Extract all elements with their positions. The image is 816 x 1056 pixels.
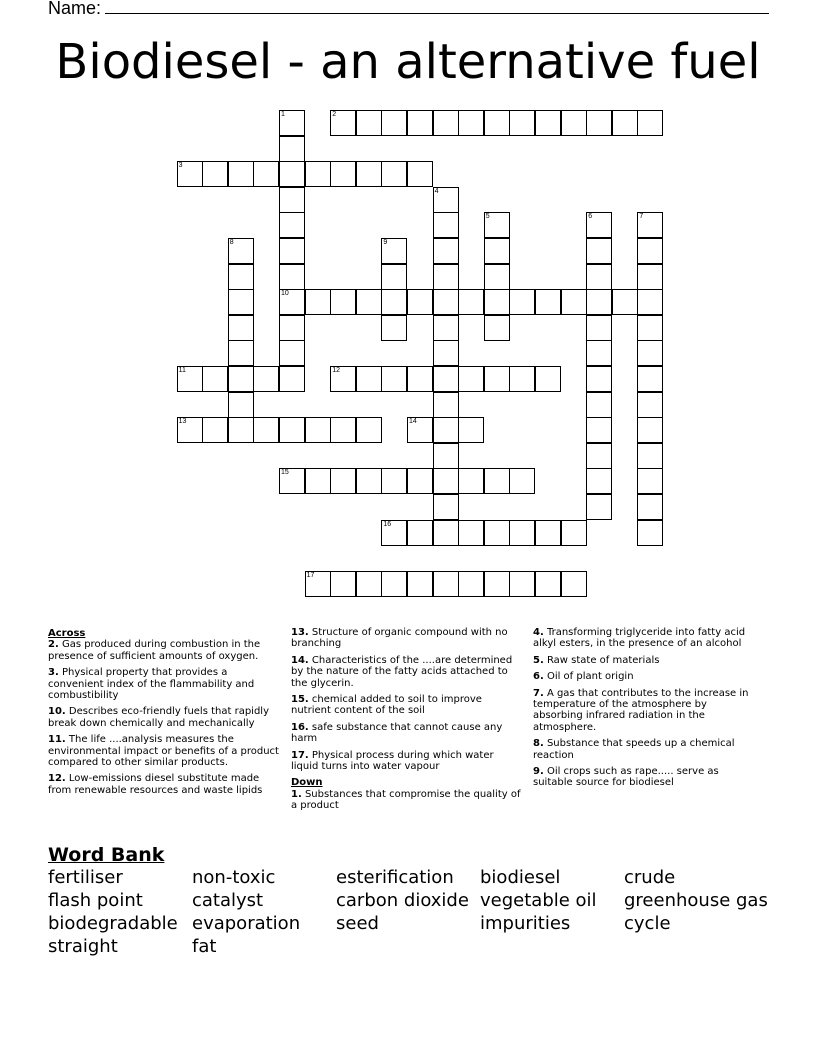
word-bank-item: impurities: [480, 913, 571, 934]
clue-number: 11: [178, 367, 186, 374]
clue-across-16: 16. safe substance that cannot cause any harm: [291, 721, 503, 745]
grid-cell[interactable]: [637, 392, 663, 418]
grid-cell[interactable]: [381, 264, 407, 290]
grid-cell[interactable]: [177, 366, 203, 392]
grid-cell[interactable]: [279, 238, 305, 264]
grid-cell[interactable]: [637, 366, 663, 392]
grid-cell[interactable]: [484, 315, 510, 341]
grid-cell[interactable]: [279, 110, 305, 136]
grid-cell[interactable]: [407, 571, 433, 597]
grid-cell[interactable]: [356, 161, 382, 187]
grid-cell[interactable]: [202, 417, 228, 443]
clues-column-3: [533, 627, 751, 794]
grid-cell[interactable]: [586, 494, 612, 520]
grid-cell[interactable]: [637, 417, 663, 443]
grid-cell[interactable]: [586, 468, 612, 494]
clue-number: 2: [332, 111, 337, 118]
clue-across-17: 17. Physical process during which water liquid turns into water vapour: [291, 749, 494, 773]
grid-cell[interactable]: [433, 494, 459, 520]
clue-down-1: 1. Substances that compromise the quality of a product: [291, 788, 521, 812]
grid-cell[interactable]: [509, 110, 535, 136]
grid-cell[interactable]: [458, 468, 484, 494]
word-bank-item: carbon dioxide: [336, 890, 469, 911]
grid-cell[interactable]: [458, 366, 484, 392]
grid-cell[interactable]: [484, 238, 510, 264]
grid-cell[interactable]: [637, 520, 663, 546]
clue-number: 5: [485, 213, 490, 221]
grid-cell[interactable]: [433, 340, 459, 366]
grid-cell[interactable]: [228, 392, 254, 418]
grid-cell[interactable]: [612, 289, 638, 315]
grid-cell[interactable]: [305, 161, 331, 187]
grid-cell[interactable]: [407, 468, 433, 494]
clue-number: 1: [281, 111, 285, 118]
grid-cell[interactable]: [458, 110, 484, 136]
grid-cell[interactable]: [484, 571, 510, 597]
grid-cell[interactable]: [381, 520, 407, 546]
grid-cell[interactable]: [433, 315, 459, 341]
word-bank-item: evaporation: [192, 913, 301, 934]
grid-cell[interactable]: [561, 571, 587, 597]
grid-cell[interactable]: [279, 136, 305, 162]
clue-number: 14: [409, 418, 417, 426]
grid-cell[interactable]: [279, 468, 305, 494]
clue-number: 3: [178, 162, 183, 170]
clue-down-8: 8. Substance that speeds up a chemical reaction: [533, 738, 735, 761]
grid-cell[interactable]: [202, 161, 228, 187]
grid-cell[interactable]: [509, 520, 535, 546]
grid-cell[interactable]: [433, 571, 459, 597]
grid-cell[interactable]: [535, 520, 561, 546]
clue-number: 8: [229, 239, 234, 246]
grid-cell[interactable]: [253, 366, 279, 392]
clues-column-1: [48, 627, 280, 801]
grid-cell[interactable]: [381, 315, 407, 341]
grid-cell[interactable]: [433, 187, 459, 213]
clue-number: 6: [588, 213, 593, 221]
grid-cell[interactable]: [535, 571, 561, 597]
grid-cell[interactable]: [433, 110, 459, 136]
grid-cell[interactable]: [433, 468, 459, 494]
grid-cell[interactable]: [305, 289, 331, 315]
grid-cell[interactable]: [637, 494, 663, 520]
clue-number: 16: [383, 520, 392, 528]
clue-number: 9: [383, 239, 388, 246]
grid-cell[interactable]: [433, 366, 459, 392]
grid-cell[interactable]: [637, 443, 663, 469]
grid-cell[interactable]: [202, 366, 228, 392]
grid-cell[interactable]: [433, 212, 459, 238]
clue-across-3: 3. Physical property that provides a convenient index of the flammability and combustibility: [48, 667, 255, 702]
clue-number: 7: [639, 213, 644, 221]
grid-cell[interactable]: [330, 161, 356, 187]
grid-cell[interactable]: [637, 110, 663, 136]
page-title: Biodiesel - an alternative fuel: [55, 34, 761, 90]
grid-cell[interactable]: [637, 289, 663, 315]
grid-cell[interactable]: [484, 110, 510, 136]
grid-cell[interactable]: [279, 315, 305, 341]
grid-cell[interactable]: [330, 571, 356, 597]
grid-cell[interactable]: [356, 571, 382, 597]
grid-cell[interactable]: [535, 110, 561, 136]
grid-cell[interactable]: [356, 110, 382, 136]
clue-across-14: 14. Characteristics of the ....are determined by the nature of the fatty acids attached to the glycerin.: [291, 654, 513, 689]
grid-cell[interactable]: [305, 468, 331, 494]
grid-cell[interactable]: [433, 417, 459, 443]
grid-cell[interactable]: [535, 289, 561, 315]
grid-cell[interactable]: [228, 289, 254, 315]
grid-cell[interactable]: [586, 238, 612, 264]
grid-cell[interactable]: [381, 366, 407, 392]
grid-cell[interactable]: [279, 161, 305, 187]
word-bank-item: flash point: [48, 890, 143, 911]
grid-cell[interactable]: [305, 571, 331, 597]
grid-cell[interactable]: [228, 366, 254, 392]
grid-cell[interactable]: [228, 315, 254, 341]
grid-cell[interactable]: [356, 417, 382, 443]
clue-across-10: 10. Describes eco-friendly fuels that rapidly break down chemically and mechanically: [48, 706, 269, 729]
grid-cell[interactable]: [433, 289, 459, 315]
clue-number: 10: [281, 290, 289, 298]
clue-number: 15: [281, 469, 289, 477]
word-bank-item: seed: [336, 913, 379, 934]
grid-cell[interactable]: [458, 571, 484, 597]
grid-cell[interactable]: [586, 443, 612, 469]
grid-cell[interactable]: [458, 417, 484, 443]
grid-cell[interactable]: [381, 238, 407, 264]
word-bank-item: non-toxic: [192, 867, 276, 888]
grid-cell[interactable]: [535, 366, 561, 392]
grid-cell[interactable]: [228, 161, 254, 187]
grid-cell[interactable]: [637, 264, 663, 290]
clue-down-7: 7. A gas that contributes to the increase in temperature of the atmosphere by absorbing infrared radiation in the atmosphere.: [533, 687, 749, 733]
grid-cell[interactable]: [279, 264, 305, 290]
grid-cell[interactable]: [586, 366, 612, 392]
word-bank-item: fertiliser: [48, 867, 123, 888]
grid-cell[interactable]: [407, 366, 433, 392]
grid-cell[interactable]: [561, 110, 587, 136]
grid-cell[interactable]: [330, 468, 356, 494]
grid-cell[interactable]: [177, 161, 203, 187]
grid-cell[interactable]: [407, 289, 433, 315]
grid-cell[interactable]: [381, 468, 407, 494]
name-label: Name:: [48, 0, 102, 18]
clue-down-5: 5. Raw state of materials: [533, 654, 660, 666]
grid-cell[interactable]: [279, 417, 305, 443]
grid-cell[interactable]: [509, 571, 535, 597]
grid-cell[interactable]: [484, 366, 510, 392]
word-bank-item: vegetable oil: [480, 890, 597, 911]
clue-across-12: 12. Low-emissions diesel substitute made from renewable resources and waste lipids: [48, 773, 263, 796]
clue-across-2: 2. Gas produced during combustion in the presence of sufficient amounts of oxygen.: [48, 639, 261, 662]
grid-cell[interactable]: [228, 264, 254, 290]
grid-cell[interactable]: [279, 340, 305, 366]
grid-cell[interactable]: [228, 238, 254, 264]
grid-cell[interactable]: [381, 161, 407, 187]
across-header: Across: [48, 628, 86, 639]
grid-cell[interactable]: [330, 289, 356, 315]
clues-column-2: [291, 627, 523, 817]
grid-cell[interactable]: [279, 289, 305, 315]
grid-cell[interactable]: [484, 289, 510, 315]
grid-cell[interactable]: [484, 264, 510, 290]
grid-cell[interactable]: [433, 443, 459, 469]
grid-cell[interactable]: [509, 289, 535, 315]
grid-cell[interactable]: [509, 468, 535, 494]
grid-cell[interactable]: [612, 110, 638, 136]
grid-cell[interactable]: [279, 366, 305, 392]
word-bank-item: biodiesel: [480, 867, 561, 888]
grid-cell[interactable]: [253, 161, 279, 187]
grid-cell[interactable]: [381, 571, 407, 597]
word-bank-title: Word Bank: [48, 844, 165, 866]
grid-cell[interactable]: [330, 110, 356, 136]
word-bank-item: biodegradable: [48, 913, 178, 934]
grid-cell[interactable]: [561, 289, 587, 315]
clue-across-11: 11. The life ....analysis measures the environmental impact or benefits of a product compared to other similar products.: [48, 734, 279, 769]
word-bank-item: crude: [624, 867, 676, 888]
grid-cell[interactable]: [433, 392, 459, 418]
grid-cell[interactable]: [330, 366, 356, 392]
grid-cell[interactable]: [637, 468, 663, 494]
grid-cell[interactable]: [458, 289, 484, 315]
grid-cell[interactable]: [381, 289, 407, 315]
word-bank-item: fat: [192, 936, 217, 957]
grid-cell[interactable]: [330, 417, 356, 443]
grid-cell[interactable]: [177, 417, 203, 443]
grid-cell[interactable]: [228, 417, 254, 443]
grid-cell[interactable]: [561, 520, 587, 546]
grid-cell[interactable]: [484, 468, 510, 494]
clue-number: 4: [434, 187, 439, 195]
clue-down-4: 4. Transforming triglyceride into fatty acid alkyl esters, in the presence of an alcohol: [533, 627, 746, 650]
clue-across-15: 15. chemical added to soil to improve nutrient content of the soil: [291, 694, 482, 717]
grid-cell[interactable]: [509, 366, 535, 392]
grid-cell[interactable]: [586, 264, 612, 290]
grid-cell[interactable]: [637, 340, 663, 366]
grid-cell[interactable]: [433, 520, 459, 546]
grid-cell[interactable]: [433, 264, 459, 290]
down-header: Down: [291, 777, 323, 789]
grid-cell[interactable]: [637, 315, 663, 341]
word-bank-item: catalyst: [192, 890, 264, 911]
word-bank-item: cycle: [624, 913, 671, 934]
grid-cell[interactable]: [433, 238, 459, 264]
grid-cell[interactable]: [407, 417, 433, 443]
clue-number: 12: [332, 367, 340, 374]
grid-cell[interactable]: [586, 340, 612, 366]
grid-cell[interactable]: [279, 187, 305, 213]
grid-cell[interactable]: [356, 468, 382, 494]
grid-cell[interactable]: [407, 520, 433, 546]
clue-number: 13: [178, 418, 187, 426]
grid-cell[interactable]: [458, 520, 484, 546]
clue-number: 17: [306, 571, 315, 579]
grid-cell[interactable]: [637, 212, 663, 238]
grid-cell[interactable]: [586, 315, 612, 341]
grid-cell[interactable]: [484, 520, 510, 546]
grid-cell[interactable]: [381, 110, 407, 136]
grid-cell[interactable]: [586, 392, 612, 418]
clue-across-13: 13. Structure of organic compound with no branching: [291, 627, 508, 650]
grid-cell[interactable]: [356, 289, 382, 315]
grid-cell[interactable]: [586, 289, 612, 315]
grid-cell[interactable]: [356, 366, 382, 392]
grid-cell[interactable]: [228, 340, 254, 366]
grid-cell[interactable]: [407, 110, 433, 136]
grid-cell[interactable]: [586, 110, 612, 136]
grid-cell[interactable]: [637, 238, 663, 264]
grid-cell[interactable]: [305, 417, 331, 443]
word-bank-item: greenhouse gas: [624, 890, 768, 911]
word-bank-item: esterification: [336, 867, 454, 888]
grid-cell[interactable]: [484, 212, 510, 238]
clue-down-6: 6. Oil of plant origin: [533, 671, 634, 683]
grid-cell[interactable]: [279, 212, 305, 238]
grid-cell[interactable]: [586, 212, 612, 238]
grid-cell[interactable]: [586, 417, 612, 443]
grid-cell[interactable]: [253, 417, 279, 443]
word-bank-item: straight: [48, 936, 118, 957]
clue-down-9: 9. Oil crops such as rape..... serve as suitable source for biodiesel: [533, 766, 719, 789]
grid-cell[interactable]: [407, 161, 433, 187]
